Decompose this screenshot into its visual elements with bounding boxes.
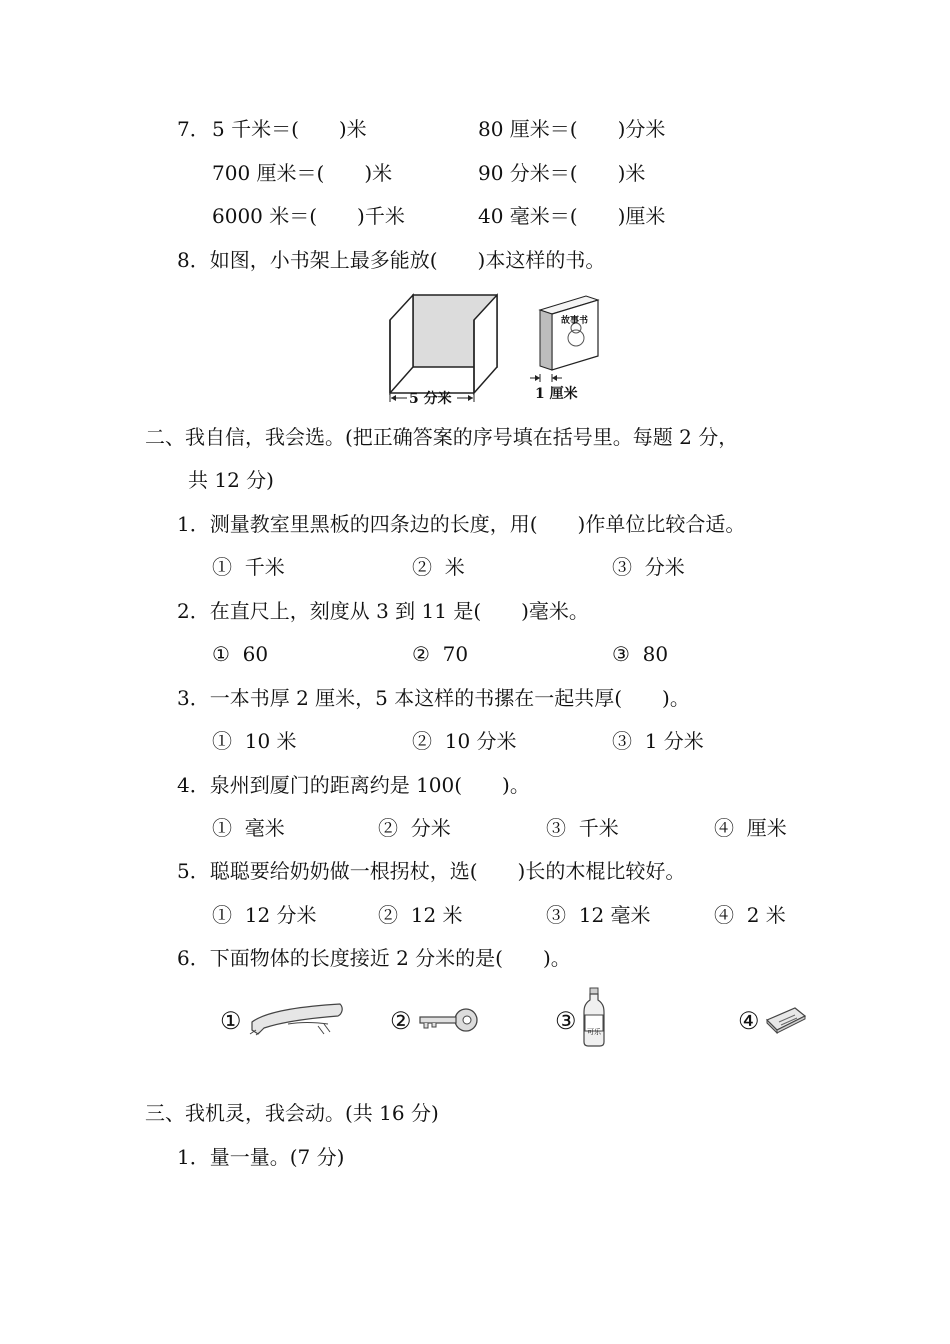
bottle-icon	[582, 987, 606, 1047]
s2-q1-option-1[interactable]: ① 千米	[212, 555, 285, 579]
section2-heading-cont: 共 12 分)	[188, 468, 274, 492]
s2-q4-text: 4．泉州到厦门的距离约是 100( )。	[177, 773, 530, 797]
book-thickness-label: 1 厘米	[535, 386, 578, 402]
s2-q5-option-2[interactable]: ② 12 米	[378, 903, 463, 927]
s2-q2-option-1[interactable]: ① 60	[212, 642, 269, 666]
s2-q6-option-3[interactable]: ③	[555, 1007, 577, 1035]
key-icon	[418, 1006, 480, 1034]
s2-q4-option-2[interactable]: ② 分米	[378, 816, 451, 840]
s2-q6-option-2[interactable]: ②	[390, 1007, 412, 1035]
book-figure	[528, 294, 603, 386]
section3-heading: 三、我机灵，我会动。(共 16 分)	[145, 1101, 439, 1125]
s2-q5-text: 5．聪聪要给奶奶做一根拐杖，选( )长的木棍比较好。	[177, 859, 686, 883]
q7-item-2a: 700 厘米＝( )米	[212, 161, 393, 185]
s2-q3-text: 3．一本书厚 2 厘米，5 本这样的书摞在一起共厚( )。	[177, 686, 690, 710]
s3-q1-text: 1．量一量。(7 分)	[177, 1145, 345, 1169]
q7-item-1b: 80 厘米＝( )分米	[478, 117, 666, 141]
s2-q6-text: 6．下面物体的长度接近 2 分米的是( )。	[177, 946, 571, 970]
scarf-icon	[248, 1000, 346, 1036]
s2-q4-option-4[interactable]: ④ 厘米	[714, 816, 787, 840]
s2-q5-option-4[interactable]: ④ 2 米	[714, 903, 786, 927]
q8-text: 8．如图，小书架上最多能放( )本这样的书。	[177, 248, 606, 272]
s2-q2-option-3[interactable]: ③ 80	[612, 642, 669, 666]
eraser-icon	[765, 1004, 807, 1034]
section2-heading: 二、我自信，我会选。(把正确答案的序号填在括号里。每题 2 分，	[145, 425, 739, 449]
s2-q1-option-3[interactable]: ③ 分米	[612, 555, 685, 579]
book-title: 故事书	[561, 316, 589, 326]
s2-q3-option-3[interactable]: ③ 1 分米	[612, 729, 704, 753]
bottle-label: 可乐	[587, 1028, 601, 1036]
q7-item-3b: 40 毫米＝( )厘米	[478, 204, 666, 228]
s2-q2-option-2[interactable]: ② 70	[412, 642, 469, 666]
s2-q1-text: 1．测量教室里黑板的四条边的长度，用( )作单位比较合适。	[177, 512, 746, 536]
s2-q5-option-3[interactable]: ③ 12 毫米	[546, 903, 651, 927]
shelf-width-label: 5 分米	[409, 391, 452, 407]
s2-q2-text: 2．在直尺上，刻度从 3 到 11 是( )毫米。	[177, 599, 589, 623]
q7-number: 7．	[177, 117, 210, 141]
s2-q4-option-3[interactable]: ③ 千米	[546, 816, 619, 840]
s2-q1-option-2[interactable]: ② 米	[412, 555, 465, 579]
s2-q6-option-1[interactable]: ①	[220, 1007, 242, 1035]
s2-q3-option-2[interactable]: ② 10 分米	[412, 729, 517, 753]
q7-item-3a: 6000 米＝( )千米	[212, 204, 405, 228]
s2-q3-option-1[interactable]: ① 10 米	[212, 729, 297, 753]
s2-q5-option-1[interactable]: ① 12 分米	[212, 903, 317, 927]
s2-q4-option-1[interactable]: ① 毫米	[212, 816, 285, 840]
q7-item-2b: 90 分米＝( )米	[478, 161, 646, 185]
s2-q6-option-4[interactable]: ④	[738, 1007, 760, 1035]
q7-item-1a: 5 千米＝( )米	[212, 117, 367, 141]
